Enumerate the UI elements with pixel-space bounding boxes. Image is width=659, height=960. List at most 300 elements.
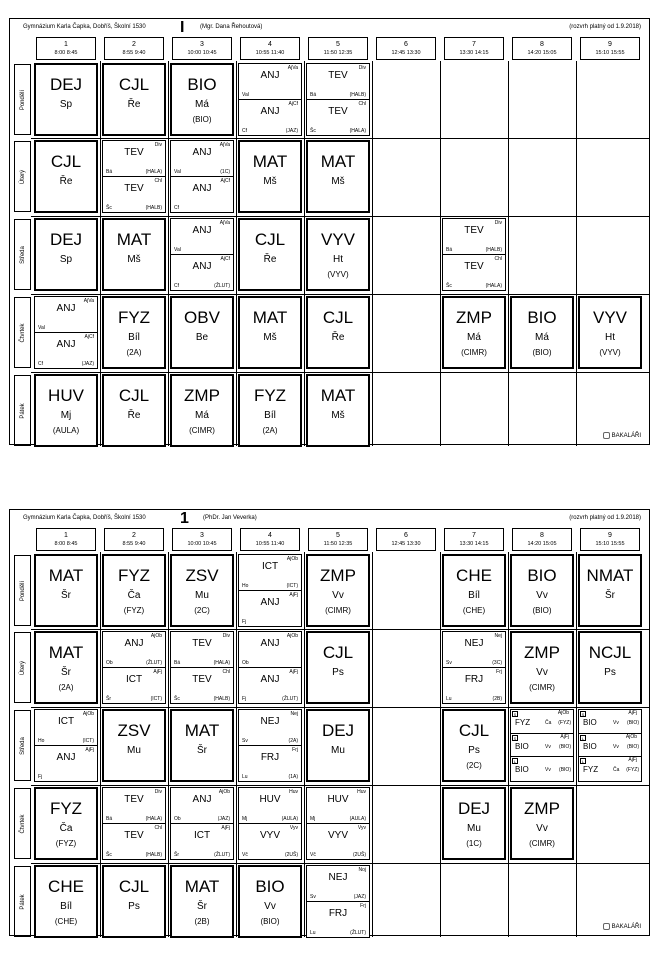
group-name: AjFj: [289, 591, 298, 598]
subject-code: ZMP: [524, 643, 560, 662]
subject-code: HUV: [259, 794, 281, 805]
period-header: [240, 37, 300, 60]
teacher-code: Ho: [38, 737, 45, 744]
period-header: [36, 37, 96, 60]
lesson-cell[interactable]: [510, 554, 574, 627]
lesson-cell[interactable]: [170, 63, 234, 136]
lesson-cell[interactable]: [306, 554, 370, 627]
bakalari-icon: [603, 923, 610, 930]
lesson-cell[interactable]: [102, 865, 166, 938]
group-name: Div: [154, 142, 162, 148]
lesson-cell[interactable]: [102, 374, 166, 447]
teacher-code: Vv: [545, 743, 551, 750]
lesson-cell[interactable]: [170, 787, 234, 860]
group-lesson[interactable]: [103, 141, 165, 177]
period-number: 4: [268, 532, 272, 539]
subject-code: BIO: [187, 75, 217, 94]
lesson-cell[interactable]: [442, 709, 506, 782]
lesson-cell[interactable]: [170, 865, 234, 938]
lesson-cell[interactable]: [238, 554, 302, 627]
lesson-cell[interactable]: [102, 63, 166, 136]
column-divider: [100, 61, 101, 446]
period-number: 1: [64, 532, 68, 539]
subject-code: ZMP: [320, 566, 356, 585]
period-time: 10:55 11:40: [255, 50, 285, 56]
room-code: (2UŠ): [352, 852, 366, 858]
column-divider: [100, 552, 101, 937]
lesson-cell[interactable]: [306, 374, 370, 447]
subject-code: ZSV: [185, 566, 219, 585]
group-lesson[interactable]: [307, 788, 369, 824]
room-code: (HALA): [485, 283, 502, 289]
room-code: (CIMR): [325, 606, 351, 615]
period-header: [308, 528, 368, 551]
subject-code: ICT: [57, 716, 75, 727]
subject-code: BIO: [527, 308, 557, 327]
room-code: (1A): [288, 774, 298, 780]
lesson-cell[interactable]: [170, 631, 234, 704]
room-code: (ŽLUT): [214, 852, 230, 858]
group-name: Div: [494, 220, 502, 226]
teacher-code: Šc: [106, 205, 112, 211]
lesson-cell[interactable]: [442, 554, 506, 627]
day-name: Středa: [19, 736, 26, 755]
room-code: (CIMR): [189, 426, 215, 435]
lesson-cell[interactable]: [34, 218, 98, 291]
teacher-code: Mj: [310, 815, 316, 822]
room-code: (2B): [492, 696, 502, 702]
subject-code: ANJ: [260, 70, 280, 81]
week-marker: L: [581, 735, 585, 741]
timetable-sheet: [9, 509, 650, 936]
group-name: AjFj: [628, 710, 637, 716]
subject-code: TEV: [192, 638, 212, 649]
subject-code: VYV: [259, 829, 280, 841]
group-lesson[interactable]: [307, 866, 369, 902]
room-code: (ICT): [82, 737, 94, 744]
group-lesson[interactable]: [171, 255, 233, 291]
teacher-code: Vv: [613, 720, 619, 726]
subject-code: MAT: [252, 308, 288, 327]
teacher-code: Má: [535, 332, 549, 343]
period-time: 10:00 10:45: [187, 541, 217, 547]
teacher-code: Bíl: [264, 410, 276, 421]
room-code: (2C): [194, 606, 210, 615]
column-divider: [304, 61, 305, 446]
subject-code: MAT: [320, 152, 356, 171]
subject-code: ANJ: [192, 182, 212, 194]
teacher-code: Ře: [59, 176, 73, 187]
room-code: (CIMR): [529, 839, 555, 848]
teacher-code: Be: [195, 332, 209, 343]
group-lesson[interactable]: [579, 757, 641, 781]
period-time: 8:00 8:45: [54, 50, 78, 56]
lesson-cell[interactable]: [170, 140, 234, 213]
period-number: 3: [200, 532, 204, 539]
group-lesson[interactable]: [171, 177, 233, 213]
subject-code: HUV: [327, 794, 349, 805]
day-label: [14, 297, 31, 368]
teacher-code: Ře: [127, 410, 141, 421]
lesson-cell[interactable]: [170, 374, 234, 447]
lesson-cell[interactable]: [306, 218, 370, 291]
lesson-cell[interactable]: [510, 296, 574, 369]
group-name: AjOb: [218, 789, 230, 795]
teacher-code: Cf: [174, 205, 179, 211]
lesson-cell[interactable]: [170, 554, 234, 627]
group-lesson[interactable]: [307, 824, 369, 860]
lesson-cell[interactable]: [306, 140, 370, 213]
period-time: 10:00 10:45: [187, 50, 217, 56]
lesson-cell[interactable]: [306, 63, 370, 136]
room-code: (HALA): [145, 815, 162, 822]
group-lesson[interactable]: [171, 788, 233, 824]
subject-code: ICT: [193, 829, 211, 841]
group-lesson[interactable]: [239, 746, 301, 782]
subject-code: BIO: [515, 765, 529, 775]
teacher-code: Sv: [446, 659, 452, 666]
teacher-code: Má: [195, 99, 209, 110]
group-lesson[interactable]: [239, 555, 301, 591]
subject-code: DEJ: [49, 75, 83, 94]
subject-code: CHE: [456, 566, 492, 585]
group-name: AjVa: [219, 142, 230, 148]
subject-code: ANJ: [260, 673, 280, 685]
lesson-cell[interactable]: [238, 374, 302, 447]
period-time: 14:20 15:05: [527, 50, 557, 56]
day-name: Pondělí: [19, 89, 26, 110]
subject-code: MAT: [184, 721, 220, 740]
teacher-code: Šc: [446, 283, 452, 289]
group-name: AjOb: [150, 633, 162, 639]
group-lesson[interactable]: [307, 64, 369, 100]
teacher-code: Ča: [127, 590, 141, 601]
lesson-cell[interactable]: [578, 554, 642, 627]
teacher-code: Mš: [331, 176, 345, 187]
group-lesson[interactable]: [239, 788, 301, 824]
row-divider: [31, 294, 649, 295]
period-number: 3: [200, 41, 204, 48]
teacher-code: Ob: [174, 815, 181, 822]
day-name: Pátek: [19, 893, 26, 910]
lesson-cell[interactable]: [578, 296, 642, 369]
lesson-cell[interactable]: [34, 554, 98, 627]
group-lesson[interactable]: [579, 710, 641, 734]
group-name: Div: [222, 633, 230, 639]
subject-code: BIO: [255, 877, 285, 896]
period-header: [104, 528, 164, 551]
teacher-code: Mj: [60, 410, 72, 421]
group-lesson[interactable]: [35, 710, 97, 746]
period-time: 13:30 14:15: [459, 541, 489, 547]
lesson-cell[interactable]: [510, 787, 574, 860]
lesson-cell[interactable]: [34, 709, 98, 782]
lesson-cell[interactable]: [306, 865, 370, 938]
group-lesson[interactable]: [239, 591, 301, 627]
group-lesson[interactable]: [171, 668, 233, 704]
lesson-cell[interactable]: [34, 631, 98, 704]
teacher-code: Mš: [263, 332, 277, 343]
group-name: Chl: [358, 100, 366, 107]
day-label: [14, 788, 31, 859]
group-lesson[interactable]: [35, 333, 97, 369]
group-lesson[interactable]: [511, 734, 573, 758]
teacher-code: Fj: [242, 619, 247, 625]
teacher-code: Mš: [263, 176, 277, 187]
lesson-cell[interactable]: [578, 631, 642, 704]
teacher-code: Šr: [174, 852, 179, 858]
week-marker: S: [581, 712, 585, 717]
group-lesson[interactable]: [443, 255, 505, 291]
column-divider: [304, 552, 305, 937]
teacher-code: Mu: [331, 745, 345, 756]
teacher-code: Bíl: [468, 590, 480, 601]
teacher-code: Bíl: [60, 901, 72, 912]
group-name: AjOb: [557, 710, 569, 716]
subject-code: FRJ: [464, 673, 484, 685]
lesson-cell[interactable]: [578, 709, 642, 782]
group-lesson[interactable]: [35, 297, 97, 333]
subject-code: MAT: [184, 877, 220, 896]
period-time: 15:10 15:55: [595, 541, 625, 547]
period-number: 7: [472, 532, 476, 539]
column-divider: [372, 61, 373, 446]
lesson-cell[interactable]: [238, 218, 302, 291]
group-lesson[interactable]: [239, 824, 301, 860]
room-code: (HALB): [145, 205, 162, 211]
room-code: (2B): [194, 917, 210, 926]
group-name: AjCf: [288, 100, 298, 107]
lesson-cell[interactable]: [238, 709, 302, 782]
room-code: (HALB): [213, 696, 230, 702]
group-lesson[interactable]: [35, 746, 97, 782]
group-lesson[interactable]: [579, 734, 641, 758]
subject-code: TEV: [464, 260, 484, 272]
group-lesson[interactable]: [239, 64, 301, 100]
group-lesson[interactable]: [239, 710, 301, 746]
column-divider: [576, 61, 577, 446]
subject-code: TEV: [464, 225, 484, 236]
lesson-cell[interactable]: [442, 787, 506, 860]
teacher-code: Bá: [310, 91, 317, 98]
room-code: (CIMR): [529, 683, 555, 692]
lesson-cell[interactable]: [170, 709, 234, 782]
subject-code: HUV: [48, 386, 84, 405]
group-lesson[interactable]: [171, 219, 233, 255]
teacher-code: Mu: [467, 823, 481, 834]
class-teacher: (Mgr. Dana Řehoutová): [200, 24, 263, 30]
subject-code: ANJ: [192, 225, 212, 236]
group-lesson[interactable]: [239, 100, 301, 136]
group-name: Noj: [358, 867, 366, 873]
lesson-cell[interactable]: [102, 218, 166, 291]
column-divider: [576, 552, 577, 937]
day-label: [14, 141, 31, 212]
timetable-sheet: [9, 18, 650, 445]
group-lesson[interactable]: [443, 632, 505, 668]
lesson-cell[interactable]: [306, 296, 370, 369]
lesson-cell[interactable]: [102, 554, 166, 627]
lesson-cell[interactable]: [510, 709, 574, 782]
lesson-cell[interactable]: [102, 296, 166, 369]
lesson-cell[interactable]: [170, 296, 234, 369]
room-code: (1C): [466, 839, 482, 848]
group-lesson[interactable]: [511, 710, 573, 734]
subject-code: CJL: [118, 75, 150, 94]
group-name: Vyv: [289, 824, 298, 831]
lesson-cell[interactable]: [238, 296, 302, 369]
day-name: Úterý: [19, 169, 26, 184]
teacher-code: Šc: [310, 128, 316, 134]
lesson-cell[interactable]: [34, 140, 98, 213]
period-header: [240, 528, 300, 551]
subject-code: MAT: [320, 386, 356, 405]
group-name: AjFj: [560, 733, 569, 740]
group-lesson[interactable]: [307, 902, 369, 938]
lesson-cell[interactable]: [34, 865, 98, 938]
group-lesson[interactable]: [307, 100, 369, 136]
bakalari-logo: [603, 432, 641, 439]
teacher-code: Sp: [59, 99, 73, 110]
period-number: 4: [268, 41, 272, 48]
lesson-cell[interactable]: [34, 63, 98, 136]
group-name: Frj: [292, 746, 298, 753]
period-header: [444, 37, 504, 60]
lesson-cell[interactable]: [442, 296, 506, 369]
row-divider: [31, 707, 649, 708]
subject-code: ANJ: [56, 751, 76, 763]
teacher-code: Val: [38, 324, 45, 331]
group-name: AjOb: [286, 556, 298, 562]
teacher-code: Šr: [106, 696, 111, 702]
lesson-cell[interactable]: [34, 296, 98, 369]
room-code: (ŽLUT): [146, 659, 162, 666]
subject-code: BIO: [583, 718, 597, 727]
lesson-cell[interactable]: [102, 631, 166, 704]
period-time: 13:30 14:15: [459, 50, 489, 56]
period-time: 12:45 13:30: [391, 541, 421, 547]
group-lesson[interactable]: [171, 141, 233, 177]
period-number: 7: [472, 41, 476, 48]
subject-code: ANJ: [56, 303, 76, 314]
group-lesson[interactable]: [511, 757, 573, 781]
lesson-cell[interactable]: [238, 140, 302, 213]
room-code: (3C): [492, 659, 502, 666]
group-name: Div: [154, 789, 162, 795]
period-number: 9: [608, 41, 612, 48]
group-lesson[interactable]: [443, 219, 505, 255]
lesson-cell[interactable]: [170, 218, 234, 291]
row-divider: [31, 216, 649, 217]
teacher-code: Cf: [174, 283, 179, 289]
day-name: Čtvrtek: [19, 813, 26, 834]
subject-code: FYZ: [117, 566, 151, 585]
lesson-cell[interactable]: [238, 63, 302, 136]
lesson-cell[interactable]: [238, 865, 302, 938]
group-name: AjFj: [221, 824, 230, 831]
lesson-cell[interactable]: [442, 218, 506, 291]
teacher-code: Má: [467, 332, 481, 343]
row-divider: [31, 863, 649, 864]
group-name: AjVa: [83, 298, 94, 304]
teacher-code: Ře: [331, 332, 345, 343]
group-name: AjFj: [85, 746, 94, 753]
period-time: 11:50 12:35: [323, 50, 353, 56]
lesson-cell[interactable]: [306, 631, 370, 704]
period-number: 5: [336, 41, 340, 48]
subject-code: CJL: [118, 877, 150, 896]
group-lesson[interactable]: [171, 824, 233, 860]
room-code: (ŽLUT): [214, 283, 230, 289]
bakalari-icon: [603, 432, 610, 439]
day-label: [14, 375, 31, 446]
group-name: Chl: [222, 668, 230, 675]
subject-code: DEJ: [321, 721, 355, 740]
lesson-cell[interactable]: [510, 631, 574, 704]
period-header: [376, 528, 436, 551]
subject-code: TEV: [124, 794, 144, 805]
teacher-code: Šc: [106, 852, 112, 858]
teacher-code: Ps: [128, 901, 140, 912]
teacher-code: Mj: [242, 815, 248, 822]
logo-text: BAKALÁŘI: [611, 923, 641, 930]
period-header: [580, 528, 640, 551]
group-lesson[interactable]: [171, 632, 233, 668]
lesson-cell[interactable]: [34, 787, 98, 860]
lesson-cell[interactable]: [102, 787, 166, 860]
period-number: 6: [404, 41, 408, 48]
group-lesson[interactable]: [103, 177, 165, 213]
subject-code: ANJ: [192, 794, 212, 805]
room-code: (CIMR): [461, 348, 487, 357]
class-name: I: [180, 19, 185, 36]
lesson-cell[interactable]: [102, 709, 166, 782]
group-lesson[interactable]: [239, 668, 301, 704]
subject-code: TEV: [124, 829, 144, 841]
period-header: [308, 37, 368, 60]
group-name: AjVa: [287, 65, 298, 71]
subject-code: VYV: [327, 829, 348, 841]
subject-code: ZMP: [524, 799, 560, 818]
group-lesson[interactable]: [103, 824, 165, 860]
lesson-cell[interactable]: [238, 631, 302, 704]
group-lesson[interactable]: [103, 632, 165, 668]
period-time: 8:55 9:40: [122, 541, 146, 547]
lesson-cell[interactable]: [306, 787, 370, 860]
group-lesson[interactable]: [103, 668, 165, 704]
school-name: Gymnázium Karla Čapka, Dobříš, Školní 1530: [23, 24, 146, 30]
lesson-cell[interactable]: [306, 709, 370, 782]
day-label: [14, 64, 31, 135]
subject-code: ANJ: [260, 638, 280, 649]
period-time: 8:00 8:45: [54, 541, 78, 547]
group-lesson[interactable]: [103, 788, 165, 824]
lesson-cell[interactable]: [34, 374, 98, 447]
lesson-cell[interactable]: [102, 140, 166, 213]
period-time: 11:50 12:35: [323, 541, 353, 547]
period-time: 12:45 13:30: [391, 50, 421, 56]
subject-code: BIO: [583, 741, 597, 751]
teacher-code: Mu: [127, 745, 141, 756]
lesson-cell[interactable]: [442, 631, 506, 704]
lesson-cell[interactable]: [238, 787, 302, 860]
subject-code: CJL: [50, 152, 82, 171]
subject-code: BIO: [515, 741, 529, 751]
group-lesson[interactable]: [443, 668, 505, 704]
week-marker: S: [513, 712, 517, 717]
group-lesson[interactable]: [239, 632, 301, 668]
teacher-code: Ht: [333, 254, 343, 265]
